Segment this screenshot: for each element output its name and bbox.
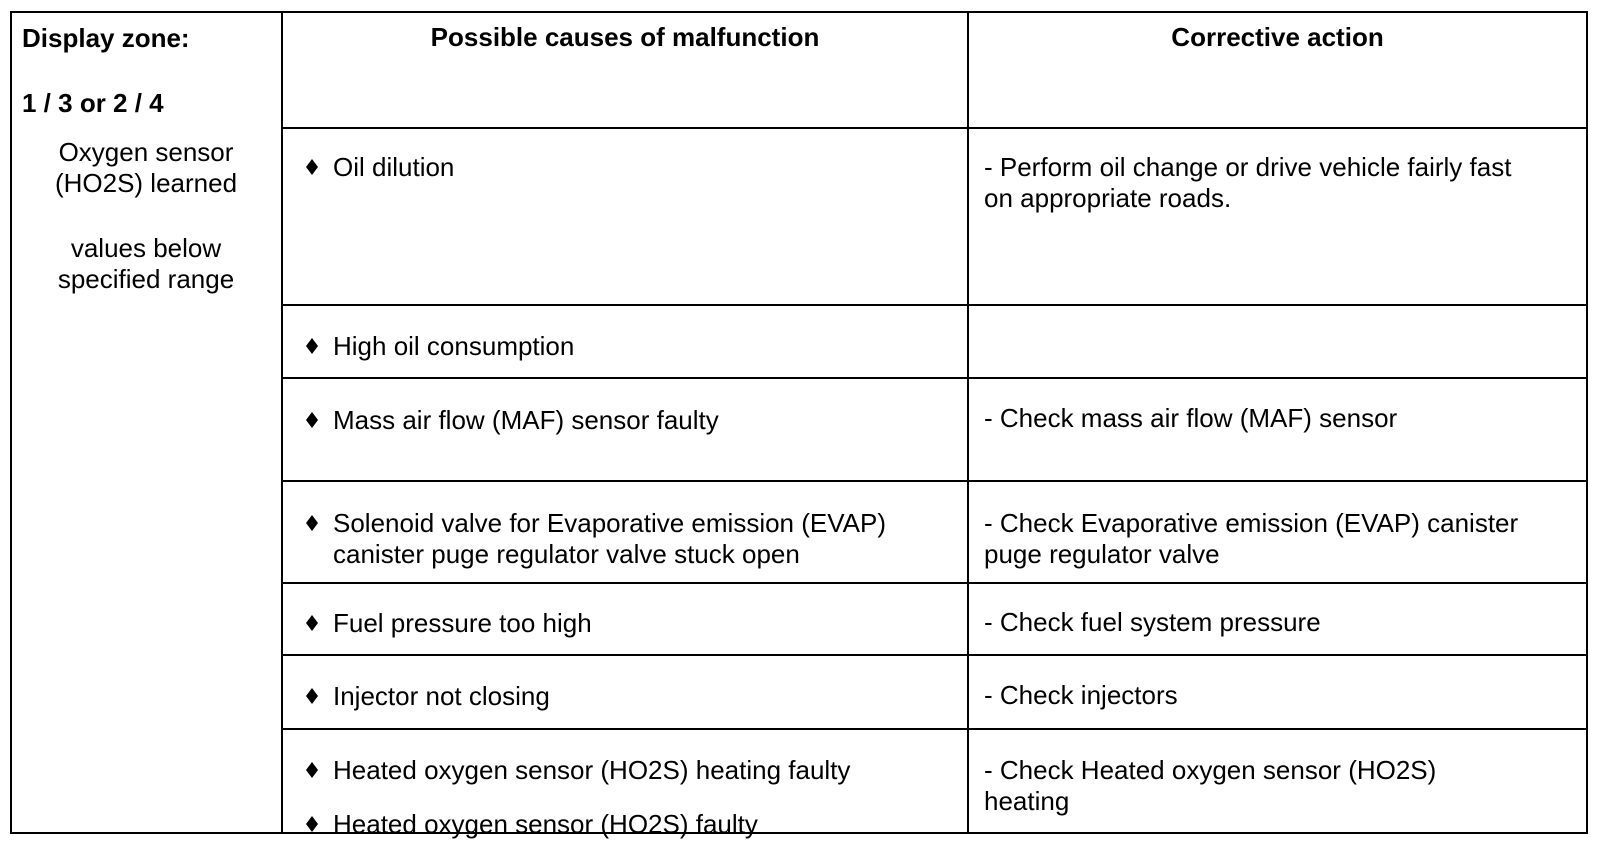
bullet-icon: [306, 688, 318, 700]
action-check-injectors: - Check injectors: [984, 680, 1178, 710]
display-zone-line-2: (HO2S) learned: [54, 168, 238, 198]
action-check-evap-line-2: puge regulator valve: [984, 539, 1220, 569]
display-zone-numbers: 1 / 3 or 2 / 4: [22, 88, 164, 118]
cause-evap-valve-line-2: canister puge regulator valve stuck open: [333, 539, 800, 569]
header-corrective-action: Corrective action: [1171, 22, 1384, 52]
bullet-icon: [306, 159, 318, 171]
bullet-icon: [306, 338, 318, 350]
bullet-icon: [306, 615, 318, 627]
cause-evap-valve-line-1: Solenoid valve for Evaporative emission (EVAP): [333, 508, 886, 538]
row-divider-6: [281, 728, 1588, 730]
action-check-ho2s-line-2: heating: [984, 786, 1070, 816]
action-oil-change-line-2: on appropriate roads.: [984, 183, 1232, 213]
cause-oil-dilution: Oil dilution: [333, 152, 455, 182]
action-check-ho2s-line-1: - Check Heated oxygen sensor (HO2S): [984, 755, 1437, 785]
column-divider-1: [281, 11, 283, 834]
cause-ho2s-faulty: Heated oxygen sensor (HO2S) faulty: [333, 809, 758, 839]
action-check-fuel-pressure: - Check fuel system pressure: [984, 607, 1321, 637]
cause-fuel-pressure-high: Fuel pressure too high: [333, 608, 592, 638]
bullet-icon: [306, 816, 318, 828]
table-border-left: [10, 11, 12, 834]
row-divider-header: [281, 127, 1588, 129]
table-border-bottom: [10, 832, 1588, 834]
table-border-right: [1586, 11, 1588, 834]
action-check-maf-sensor: - Check mass air flow (MAF) sensor: [984, 403, 1398, 433]
cause-injector-not-closing: Injector not closing: [333, 681, 550, 711]
display-zone-line-4: specified range: [57, 264, 235, 294]
action-oil-change-line-1: - Perform oil change or drive vehicle fairly fast: [984, 152, 1512, 182]
display-zone-line-1: Oxygen sensor: [58, 137, 234, 167]
row-divider-2: [281, 377, 1588, 379]
cause-ho2s-heating-faulty: Heated oxygen sensor (HO2S) heating faulty: [333, 755, 851, 785]
cause-maf-sensor-faulty: Mass air flow (MAF) sensor faulty: [333, 405, 719, 435]
row-divider-1: [281, 304, 1588, 306]
bullet-icon: [306, 412, 318, 424]
display-zone-line-3: values below: [70, 233, 222, 263]
row-divider-3: [281, 480, 1588, 482]
table-border-top: [10, 11, 1588, 13]
cause-high-oil-consumption: High oil consumption: [333, 331, 575, 361]
row-divider-4: [281, 582, 1588, 584]
bullet-icon: [306, 762, 318, 774]
bullet-icon: [306, 515, 318, 527]
row-divider-5: [281, 654, 1588, 656]
header-display-zone: Display zone:: [22, 23, 190, 53]
action-check-evap-line-1: - Check Evaporative emission (EVAP) canister: [984, 508, 1519, 538]
header-possible-causes: Possible causes of malfunction: [430, 22, 820, 52]
column-divider-2: [967, 11, 969, 834]
